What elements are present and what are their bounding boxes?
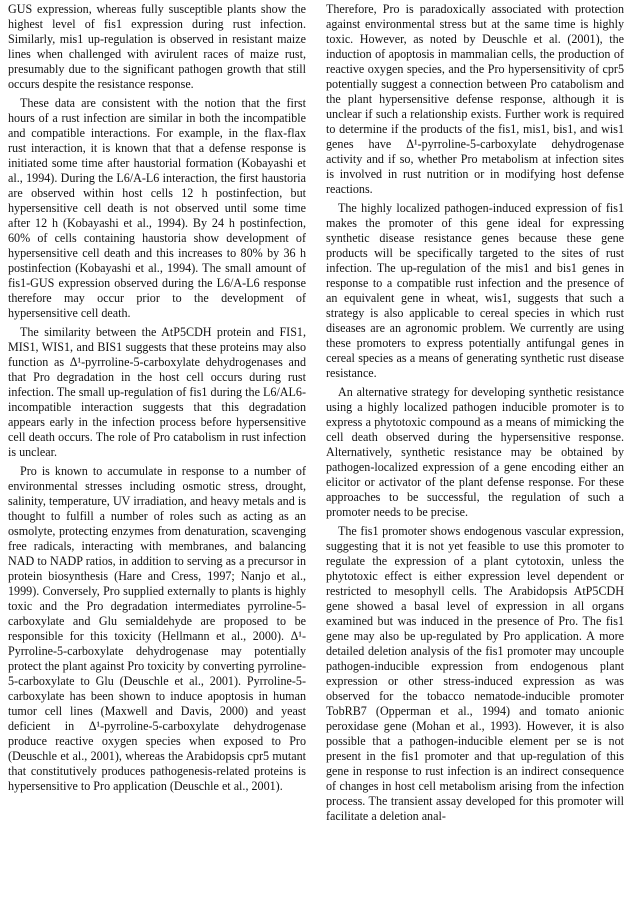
body-paragraph: The similarity between the AtP5CDH protein and FIS1, MIS1, WIS1, and BIS1 suggests that these proteins may also function as Δ¹-pyrroline-5-carboxylate dehydrogenases and that Pro degradation in the host cell occurs during rust infection. The small up-regulation of fis1 during the L6/AL6-incompatible interaction suggests that this degradation appears early in the infection process before hypersensitive cell death occurs. The role of Pro catabolism in rust infection is unclear. — [8, 325, 306, 459]
body-paragraph: An alternative strategy for developing synthetic resistance using a highly localized pathogen inducible promoter is to express a phytotoxic compound as a means of mimicking the cell death observed during the hypersensitive response. Alternatively, synthetic resistance may be obtained by pathogen-localized expression of a gene encoding either an elicitor or activator of the plant defense response. For these approaches to be successful, the regulation of such a promoter needs to be precise. — [326, 385, 624, 519]
left-text-column — [8, 2, 306, 898]
body-paragraph: The fis1 promoter shows endogenous vascular expression, suggesting that it is not yet feasible to use this promoter to regulate the expression of a plant cytotoxin, unless the phytotoxic effect is either expression level dependent or restricted to mesophyll cells. The Arabidopsis AtP5CDH gene showed a basal level of expression in all organs examined but was induced in the presence of Pro. The fis1 gene may also be up-regulated by Pro application. A more detailed deletion analysis of the fis1 promoter may uncouple pathogen-inducible expression from endogenous plant expression or other stress-induced expression as was observed for the tobacco nematode-inducible promoter TobRB7 (Opperman et al., 1994) and tomato anionic peroxidase gene (Mohan et al., 1993). However, it is also possible that a pathogen-inducible element per se is not present in the fis1 promoter and that up-regulation of this gene in response to rust infection is an indirect consequence of changes in host cell metabolism arising from the infection process. The transient assay developed for this promoter will facilitate a deletion anal- — [326, 524, 624, 823]
right-text-column — [326, 2, 624, 898]
body-paragraph: These data are consistent with the notion that the first hours of a rust infection are similar in both the incompatible and compatible interactions. For example, in the flax-flax rust interaction, it is known that that a defense response is initiated some time after haustorial formation (Kobayashi et al., 1994). During the L6/A-L6 interaction, the first haustoria are observed within host cells 12 h postinfection, but hypersensitive cell death is not observed until some time after 12 h (Kobayashi et al., 1994). By 24 h postinfection, 60% of cells containing haustoria show development of hypersensitive cell death and this increases to 80% by 36 h postinfection (Kobayashi et al., 1994). The small amount of fis1-GUS expression observed during the L6/A-L6 response therefore may occur prior to the development of hypersensitive cell death. — [8, 96, 306, 320]
body-paragraph: Pro is known to accumulate in response to a number of environmental stresses including osmotic stress, drought, salinity, temperature, UV irradiation, and heavy metals and is thought to fulfill a number of roles such as acting as an osmolyte, protecting enzymes from denaturation, scavenging free radicals, interacting with membranes, and balancing NAD to NADP ratios, in addition to serving as a precursor in protein biosynthesis (Hare and Cress, 1997; Nanjo et al., 1999). Conversely, Pro supplied externally to plants is highly toxic and the Pro degradation intermediates pyrroline-5-carboxylate and Glu semialdehyde are proposed to be responsible for this toxicity (Hellmann et al., 2000). Δ¹-Pyrroline-5-carboxylate dehydrogenase may potentially protect the plant against Pro toxicity by converting pyrroline-5-carboxylate to Glu (Deuschle et al., 2001). Pyrroline-5-carboxylate has been shown to induce apoptosis in human tumor cell lines (Maxwell and Davis, 2000) and yeast deficient in Δ¹-pyrroline-5-carboxylate dehydrogenase produce reactive oxygen species when exposed to Pro (Deuschle et al., 2001), whereas the Arabidopsis cpr5 mutant that constitutively produces pathogenesis-related proteins is hypersensitive to Pro application (Deuschle et al., 2001). — [8, 464, 306, 793]
body-paragraph: GUS expression, whereas fully susceptible plants show the highest level of fis1 expression during rust infection. Similarly, mis1 up-regulation is observed in resistant maize lines when challenged with avirulent races of maize rust, presumably due to the significant pathogen growth that still occurs despite the resistance response. — [8, 2, 306, 91]
body-paragraph: Therefore, Pro is paradoxically associated with protection against environmental stress but at the same time is highly toxic. However, as noted by Deuschle et al. (2001), the induction of apoptosis in mammalian cells, the production of reactive oxygen species, and the Pro hypersensitivity of cpr5 potentially suggest a connection between Pro catabolism and the plant hypersensitive defense response, although it is unclear if such a relationship exists. Further work is required to determine if the products of the fis1, mis1, bis1, and wis1 genes have Δ¹-pyrroline-5-carboxylate dehydrogenase activity and if so, whether Pro metabolism at infection sites is involved in rust nutrition or in modifying host defense reactions. — [326, 2, 624, 196]
body-paragraph: The highly localized pathogen-induced expression of fis1 makes the promoter of this gene ideal for expressing synthetic disease resistance genes because these gene products will be specifically targeted to the sites of rust infection. The up-regulation of the mis1 and bis1 genes in response to a compatible rust infection and the presence of an equivalent gene in wheat, wis1, suggests that such a strategy is also applicable to cereal species in which rust diseases are an agronomic problem. We currently are using these promoters to express potentially antifungal genes in cereal species as a means of generating synthetic rust disease resistance. — [326, 201, 624, 380]
